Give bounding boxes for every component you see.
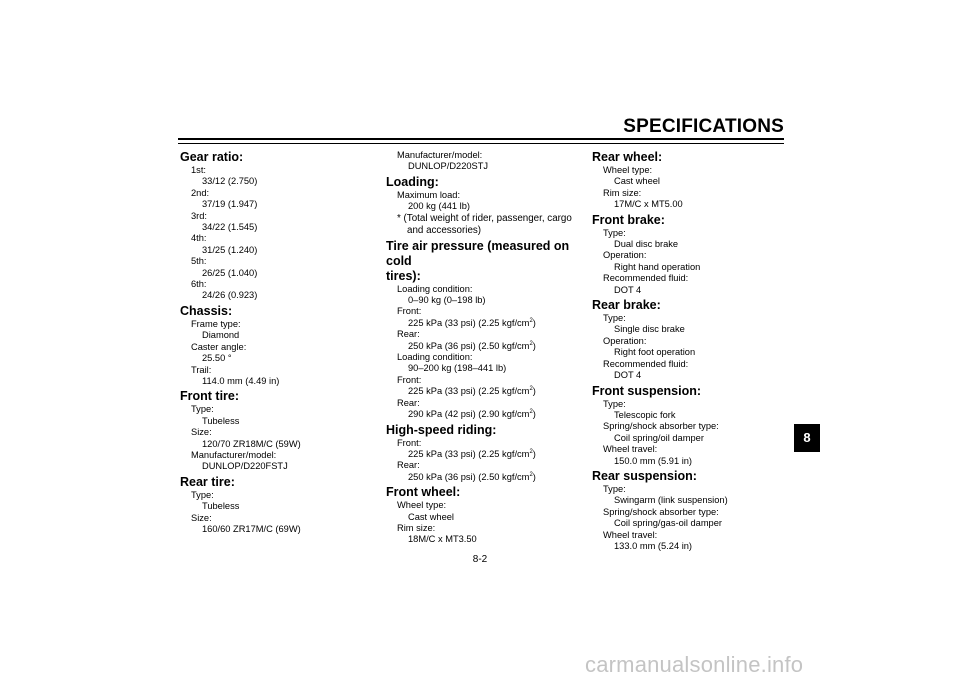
pressure-value-text: 225 kPa (33 psi) (2.25 kgf/cm xyxy=(408,386,530,397)
spec-label: Front: xyxy=(397,306,422,317)
spec-value: 200 kg (441 lb) xyxy=(408,201,471,212)
spec-label: Size: xyxy=(191,512,212,523)
spec-value: 33/12 (2.750) xyxy=(202,176,258,187)
spec-value: 34/22 (1.545) xyxy=(202,222,258,233)
spec-label: Front: xyxy=(397,374,422,385)
rear-suspension-heading: Rear suspension: xyxy=(592,468,697,483)
spec-label: Loading condition: xyxy=(397,352,473,363)
superscript: 2 xyxy=(529,340,533,347)
spec-label: Type: xyxy=(603,483,626,494)
spec-value: 31/25 (1.240) xyxy=(202,244,258,255)
loading-note-line-1: * (Total weight of rider, passenger, cargo xyxy=(397,212,572,224)
pressure-value-text: 290 kPa (42 psi) (2.90 kgf/cm xyxy=(408,409,530,420)
superscript: 2 xyxy=(529,448,533,455)
pressure-value-text: 225 kPa (33 psi) (2.25 kgf/cm xyxy=(408,448,530,459)
spec-label: Spring/shock absorber type: xyxy=(603,506,719,517)
superscript: 2 xyxy=(529,409,533,415)
pressure-value xyxy=(386,472,586,483)
spec-column-2 xyxy=(386,150,586,546)
spec-label: Type: xyxy=(603,398,626,409)
spec-value: 160/60 ZR17M/C (69W) xyxy=(202,523,301,534)
spec-label: Manufacturer/model: xyxy=(191,449,277,460)
pressure-value xyxy=(386,341,586,352)
tire-pressure-heading xyxy=(386,239,586,284)
spec-label: Wheel travel: xyxy=(603,444,658,455)
spec-value: 120/70 ZR18M/C (59W) xyxy=(202,438,301,449)
superscript: 2 xyxy=(529,386,533,393)
rear-brake-heading: Rear brake: xyxy=(592,298,661,313)
spec-column-1 xyxy=(180,150,380,535)
spec-value: Right foot operation xyxy=(614,347,696,358)
loading-note xyxy=(386,213,586,237)
loading-note-line-2: and accessories) xyxy=(407,224,482,236)
spec-label: Rim size: xyxy=(397,522,436,533)
pressure-value xyxy=(386,449,586,460)
spec-label: Manufacturer/model: xyxy=(397,150,483,160)
page-title: SPECIFICATIONS xyxy=(623,116,784,137)
spec-label: Loading condition: xyxy=(397,283,473,294)
spec-value: Telescopic fork xyxy=(614,409,676,420)
spec-label: Type: xyxy=(191,489,214,500)
tire-pressure-heading-line-1: Tire air pressure (measured on cold xyxy=(386,238,570,268)
spec-value: Diamond xyxy=(202,330,240,341)
superscript: 2 xyxy=(529,317,533,324)
spec-value: DOT 4 xyxy=(614,370,642,381)
loading-heading: Loading: xyxy=(386,174,439,189)
close-paren: ) xyxy=(532,448,536,459)
pressure-value-text: 225 kPa (33 psi) (2.25 kgf/cm xyxy=(408,317,530,328)
spec-value: 0–90 kg (0–198 lb) xyxy=(408,295,486,306)
pressure-value xyxy=(386,409,586,420)
spec-value: 90–200 kg (198–441 lb) xyxy=(408,363,507,374)
spec-value: Tubeless xyxy=(202,501,240,512)
header-rule xyxy=(178,138,784,140)
spec-value: 17M/C x MT5.00 xyxy=(614,199,683,210)
superscript: 2 xyxy=(529,471,533,478)
spec-value: Single disc brake xyxy=(614,324,685,335)
spec-value: Right hand operation xyxy=(614,261,701,272)
spec-label: Spring/shock absorber type: xyxy=(603,421,719,432)
spec-value: Coil spring/gas-oil damper xyxy=(614,518,722,529)
spec-value: Cast wheel xyxy=(408,511,454,522)
high-speed-heading: High-speed riding: xyxy=(386,422,497,437)
spec-label: Rim size: xyxy=(603,187,642,198)
spec-value: DUNLOP/D220FSTJ xyxy=(202,461,288,472)
spec-value: 150.0 mm (5.91 in) xyxy=(614,455,693,466)
spec-label: 4th: xyxy=(191,233,207,244)
spec-label: Caster angle: xyxy=(191,341,247,352)
spec-label: Size: xyxy=(191,427,212,438)
close-paren: ) xyxy=(532,471,536,482)
pressure-value xyxy=(386,318,586,329)
spec-value: 18M/C x MT3.50 xyxy=(408,534,477,545)
spec-label: Operation: xyxy=(603,250,647,261)
spec-column-3 xyxy=(592,150,792,552)
spec-label: Wheel travel: xyxy=(603,529,658,540)
spec-label: Wheel type: xyxy=(603,165,653,175)
spec-label: Type: xyxy=(191,404,214,415)
spec-value: Cast wheel xyxy=(614,176,660,187)
spec-label: 3rd: xyxy=(191,210,208,221)
spec-label: Rear: xyxy=(397,397,420,408)
spec-label: 2nd: xyxy=(191,187,210,198)
spec-label: 6th: xyxy=(191,279,207,290)
front-brake-heading: Front brake: xyxy=(592,212,665,227)
watermark-footer: carmanualsonline.info xyxy=(585,652,804,677)
spec-value: Tubeless xyxy=(202,415,240,426)
spec-value: 25.50 ° xyxy=(202,353,232,364)
spec-label: Type: xyxy=(603,313,626,324)
close-paren: ) xyxy=(532,340,536,351)
page-number: 8-2 xyxy=(472,554,488,565)
pressure-value-text: 250 kPa (36 psi) (2.50 kgf/cm xyxy=(408,340,530,351)
chapter-tab: 8 xyxy=(794,424,820,452)
front-wheel-heading: Front wheel: xyxy=(386,485,461,500)
spec-value: 24/26 (0.923) xyxy=(202,290,258,301)
spec-label: 1st: xyxy=(191,165,206,175)
spec-value: Coil spring/oil damper xyxy=(614,432,704,443)
spec-label: Wheel type: xyxy=(397,500,447,511)
spec-label: Frame type: xyxy=(191,318,241,329)
front-tire-heading: Front tire: xyxy=(180,389,240,404)
pressure-value-text: 250 kPa (36 psi) (2.50 kgf/cm xyxy=(408,471,530,482)
spec-label: Type: xyxy=(603,227,626,238)
spec-label: 5th: xyxy=(191,256,207,267)
spec-value: Swingarm (link suspension) xyxy=(614,495,728,506)
rear-tire-heading: Rear tire: xyxy=(180,474,235,489)
gear-ratio-heading: Gear ratio: xyxy=(180,150,244,164)
spec-label: Maximum load: xyxy=(397,189,461,200)
pressure-value xyxy=(386,386,586,397)
spec-label: Rear: xyxy=(397,460,420,471)
close-paren: ) xyxy=(532,386,536,397)
spec-label: Recommended fluid: xyxy=(603,273,689,284)
header-rule-thin xyxy=(178,143,784,144)
spec-value: 37/19 (1.947) xyxy=(202,199,258,210)
spec-value: 114.0 mm (4.49 in) xyxy=(202,375,280,386)
rear-wheel-heading: Rear wheel: xyxy=(592,150,663,164)
spec-label: Recommended fluid: xyxy=(603,358,689,369)
spec-value: Dual disc brake xyxy=(614,239,679,250)
spec-label: Rear: xyxy=(397,329,420,340)
spec-value: 133.0 mm (5.24 in) xyxy=(614,540,693,551)
chassis-heading: Chassis: xyxy=(180,303,233,318)
spec-value: DUNLOP/D220STJ xyxy=(408,161,489,172)
close-paren: ) xyxy=(532,409,536,420)
tire-pressure-heading-line-2: tires): xyxy=(386,268,421,283)
spec-value: DOT 4 xyxy=(614,284,642,295)
spec-label: Operation: xyxy=(603,335,647,346)
spec-label: Front: xyxy=(397,437,422,448)
front-suspension-heading: Front suspension: xyxy=(592,383,702,398)
close-paren: ) xyxy=(532,317,536,328)
spec-label: Trail: xyxy=(191,364,212,375)
spec-value: 26/25 (1.040) xyxy=(202,267,258,278)
